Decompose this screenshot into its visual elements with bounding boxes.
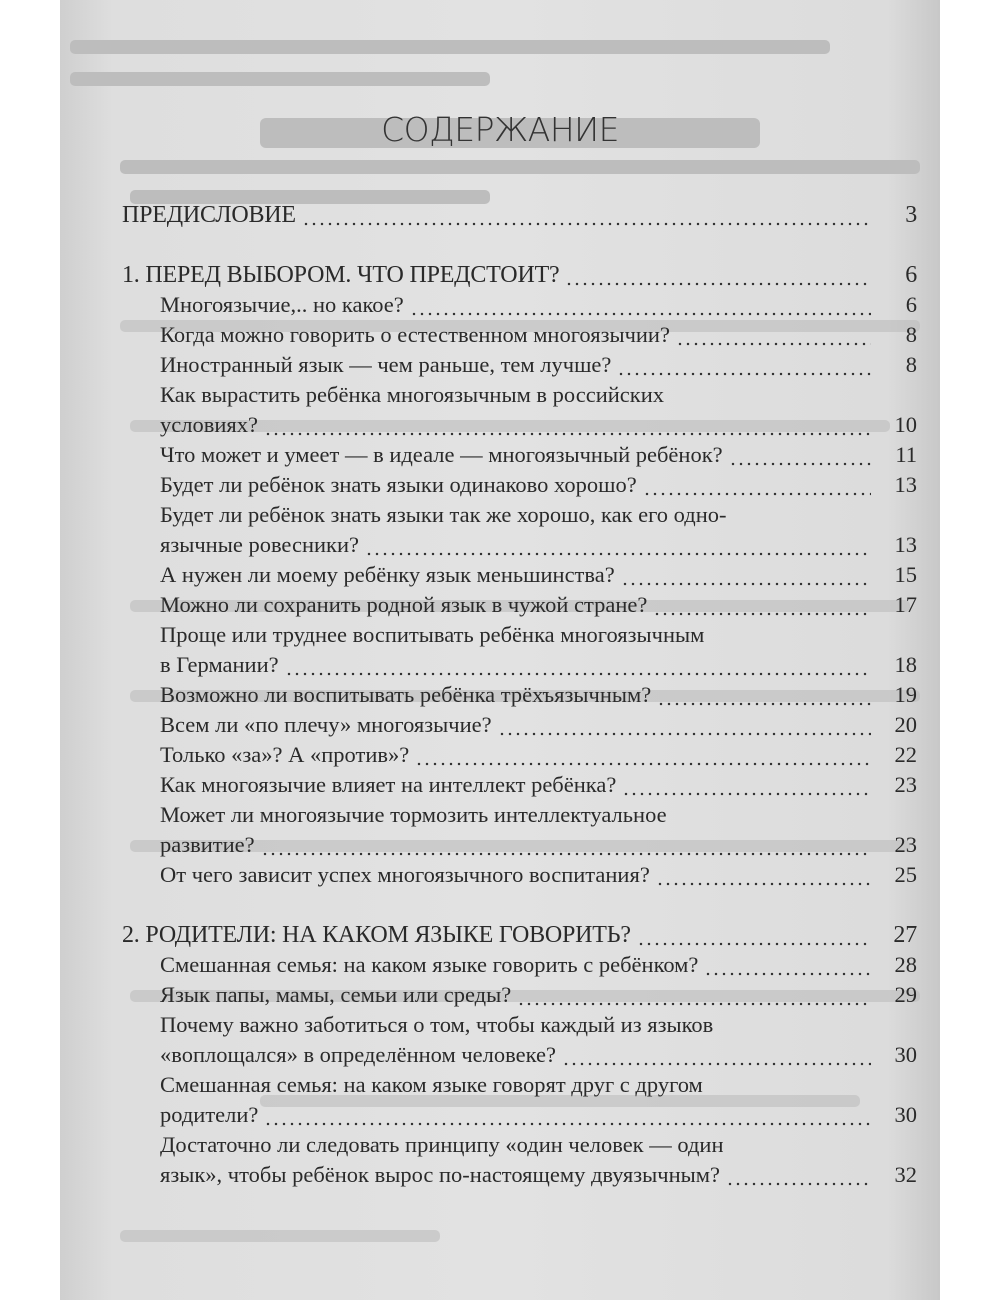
dot-leader <box>302 200 871 230</box>
toc-line <box>122 260 917 290</box>
dot-leader <box>365 530 871 560</box>
toc-entry-title: А нужен ли моему ребёнку язык меньшинства? <box>160 562 615 587</box>
toc-line <box>122 350 917 380</box>
toc-entry <box>122 980 917 1010</box>
toc-entry-title: Всем ли «по плечу» многоязычие? <box>160 712 492 737</box>
toc-entry-title: Смешанная семья: на каком языке говорить с ребёнком? <box>160 952 699 977</box>
dot-leader <box>621 560 871 590</box>
toc-entry <box>122 860 917 890</box>
dot-leader <box>517 980 871 1010</box>
dot-leader <box>285 650 871 680</box>
toc-entry-title: Будет ли ребёнок знать языки одинаково хорошо? <box>160 472 637 497</box>
toc-line <box>122 320 917 350</box>
toc-line <box>122 590 917 620</box>
toc-line <box>122 740 917 770</box>
toc-entry-title: условиях? <box>160 412 258 437</box>
page-number: 17 <box>894 592 917 617</box>
toc-line <box>122 980 917 1010</box>
toc-line <box>122 860 917 890</box>
page-number: 32 <box>894 1162 917 1187</box>
toc-line <box>122 950 917 980</box>
dot-leader <box>261 830 871 860</box>
dot-leader <box>676 320 871 350</box>
toc-entry-title: в Германии? <box>160 652 279 677</box>
toc-line <box>122 530 917 560</box>
toc-line <box>122 680 917 710</box>
toc-entry <box>122 1010 917 1070</box>
toc-line <box>122 1040 917 1070</box>
toc-entry <box>122 470 917 500</box>
toc-chapter <box>122 920 917 950</box>
page-number: 29 <box>894 982 917 1007</box>
dot-leader <box>704 950 871 980</box>
page-number: 6 <box>905 262 917 288</box>
toc-entry-title: Достаточно ли следовать принципу «один человек — один <box>160 1132 724 1157</box>
toc-entry-title: ПРЕДИСЛОВИЕ <box>122 202 296 228</box>
toc-entry-title: Что может и умеет — в идеале — многоязычный ребёнок? <box>160 442 723 467</box>
toc-line <box>122 200 917 230</box>
toc-entry <box>122 500 917 560</box>
toc-entry <box>122 320 917 350</box>
toc-line <box>122 1070 917 1100</box>
dot-leader <box>622 770 871 800</box>
toc-entry-title: язычные ровесники? <box>160 532 360 557</box>
toc-entry-title: 2. РОДИТЕЛИ: НА КАКОМ ЯЗЫКЕ ГОВОРИТЬ? <box>122 922 631 948</box>
toc-entry <box>122 1130 917 1190</box>
toc-entry <box>122 560 917 590</box>
toc-line <box>122 1130 917 1160</box>
toc-line <box>122 800 917 830</box>
toc-entry-title: Проще или труднее воспитывать ребёнка многоязычным <box>160 622 705 647</box>
dot-leader <box>264 1100 871 1130</box>
page-number: 30 <box>894 1102 917 1127</box>
toc-chapter <box>122 260 917 290</box>
dot-leader <box>565 260 871 290</box>
page-number: 28 <box>894 952 917 977</box>
toc-chapter <box>122 200 917 230</box>
toc-entry <box>122 590 917 620</box>
toc-entry <box>122 620 917 680</box>
toc-entry-title: Смешанная семья: на каком языке говорят друг с другом <box>160 1072 703 1097</box>
dot-leader <box>637 920 871 950</box>
toc-entry-title: Может ли многоязычие тормозить интеллектуальное <box>160 802 667 827</box>
toc-line <box>122 770 917 800</box>
page-number: 6 <box>905 292 917 317</box>
page-number: 8 <box>905 322 917 347</box>
toc-entry-title: Язык папы, мамы, семьи или среды? <box>160 982 512 1007</box>
toc-entry-title: язык», чтобы ребёнок вырос по-настоящему двуязычным? <box>160 1162 720 1187</box>
toc-entry-title: Можно ли сохранить родной язык в чужой стране? <box>160 592 648 617</box>
toc-line <box>122 470 917 500</box>
page-number: 25 <box>894 862 917 887</box>
page-number: 30 <box>894 1042 917 1067</box>
toc-entry <box>122 740 917 770</box>
toc-entry-title: Многоязычие,.. но какое? <box>160 292 404 317</box>
page-number: 27 <box>893 922 917 948</box>
page-number: 23 <box>894 832 917 857</box>
dot-leader <box>643 470 871 500</box>
toc-line <box>122 560 917 590</box>
toc-line <box>122 1010 917 1040</box>
dot-leader <box>729 440 871 470</box>
toc-entry-title: Как вырастить ребёнка многоязычным в российских <box>160 382 665 407</box>
toc-line <box>122 500 917 530</box>
toc-entry-title: Как многоязычие влияет на интеллект ребёнка? <box>160 772 617 797</box>
toc-entry-title: «воплощался» в определённом человеке? <box>160 1042 556 1067</box>
toc-entry <box>122 800 917 860</box>
table-of-contents <box>122 200 917 1190</box>
dot-leader <box>415 740 871 770</box>
page-number: 11 <box>895 442 917 467</box>
toc-entry-title: Будет ли ребёнок знать языки так же хорошо, как его одно- <box>160 502 727 527</box>
toc-line <box>122 1100 917 1130</box>
toc-entry-title: От чего зависит успех многоязычного воспитания? <box>160 862 650 887</box>
toc-entry <box>122 710 917 740</box>
dot-leader <box>656 860 871 890</box>
toc-entry-title: Когда можно говорить о естественном многоязычии? <box>160 322 670 347</box>
page-title: СОДЕРЖАНИЕ <box>381 110 619 149</box>
dot-leader <box>657 680 871 710</box>
toc-entry <box>122 680 917 710</box>
toc-line <box>122 920 917 950</box>
dot-leader <box>726 1160 871 1190</box>
page-number: 18 <box>894 652 917 677</box>
toc-entry-title: Иностранный язык — чем раньше, тем лучше? <box>160 352 612 377</box>
page-number: 8 <box>905 352 917 377</box>
toc-line <box>122 830 917 860</box>
page-number: 19 <box>894 682 917 707</box>
page-number: 3 <box>905 202 917 228</box>
toc-line <box>122 410 917 440</box>
page-number: 13 <box>894 532 917 557</box>
toc-entry-title: Только «за»? А «против»? <box>160 742 410 767</box>
dot-leader <box>617 350 871 380</box>
toc-entry-title: Почему важно заботиться о том, чтобы каждый из языков <box>160 1012 714 1037</box>
dot-leader <box>653 590 871 620</box>
dot-leader <box>562 1040 871 1070</box>
toc-entry <box>122 1070 917 1130</box>
toc-line <box>122 380 917 410</box>
page-number: 20 <box>894 712 917 737</box>
toc-line <box>122 1160 917 1190</box>
toc-entry-title: развитие? <box>160 832 255 857</box>
dot-leader <box>498 710 871 740</box>
dot-leader <box>410 290 871 320</box>
toc-entry-title: родители? <box>160 1102 259 1127</box>
toc-entry-title: Возможно ли воспитывать ребёнка трёхъязычным? <box>160 682 652 707</box>
toc-entry <box>122 350 917 380</box>
page-number: 22 <box>894 742 917 767</box>
toc-line <box>122 440 917 470</box>
toc-entry <box>122 950 917 980</box>
toc-entry <box>122 440 917 470</box>
toc-line <box>122 290 917 320</box>
toc-entry <box>122 380 917 440</box>
toc-line <box>122 620 917 650</box>
book-page <box>60 0 940 1300</box>
page-number: 10 <box>894 412 917 437</box>
page-number: 23 <box>894 772 917 797</box>
page-number: 13 <box>894 472 917 497</box>
toc-entry <box>122 290 917 320</box>
toc-line <box>122 650 917 680</box>
dot-leader <box>264 410 871 440</box>
toc-entry <box>122 770 917 800</box>
toc-entry-title: 1. ПЕРЕД ВЫБОРОМ. ЧТО ПРЕДСТОИТ? <box>122 262 560 288</box>
page-number: 15 <box>894 562 917 587</box>
toc-line <box>122 710 917 740</box>
